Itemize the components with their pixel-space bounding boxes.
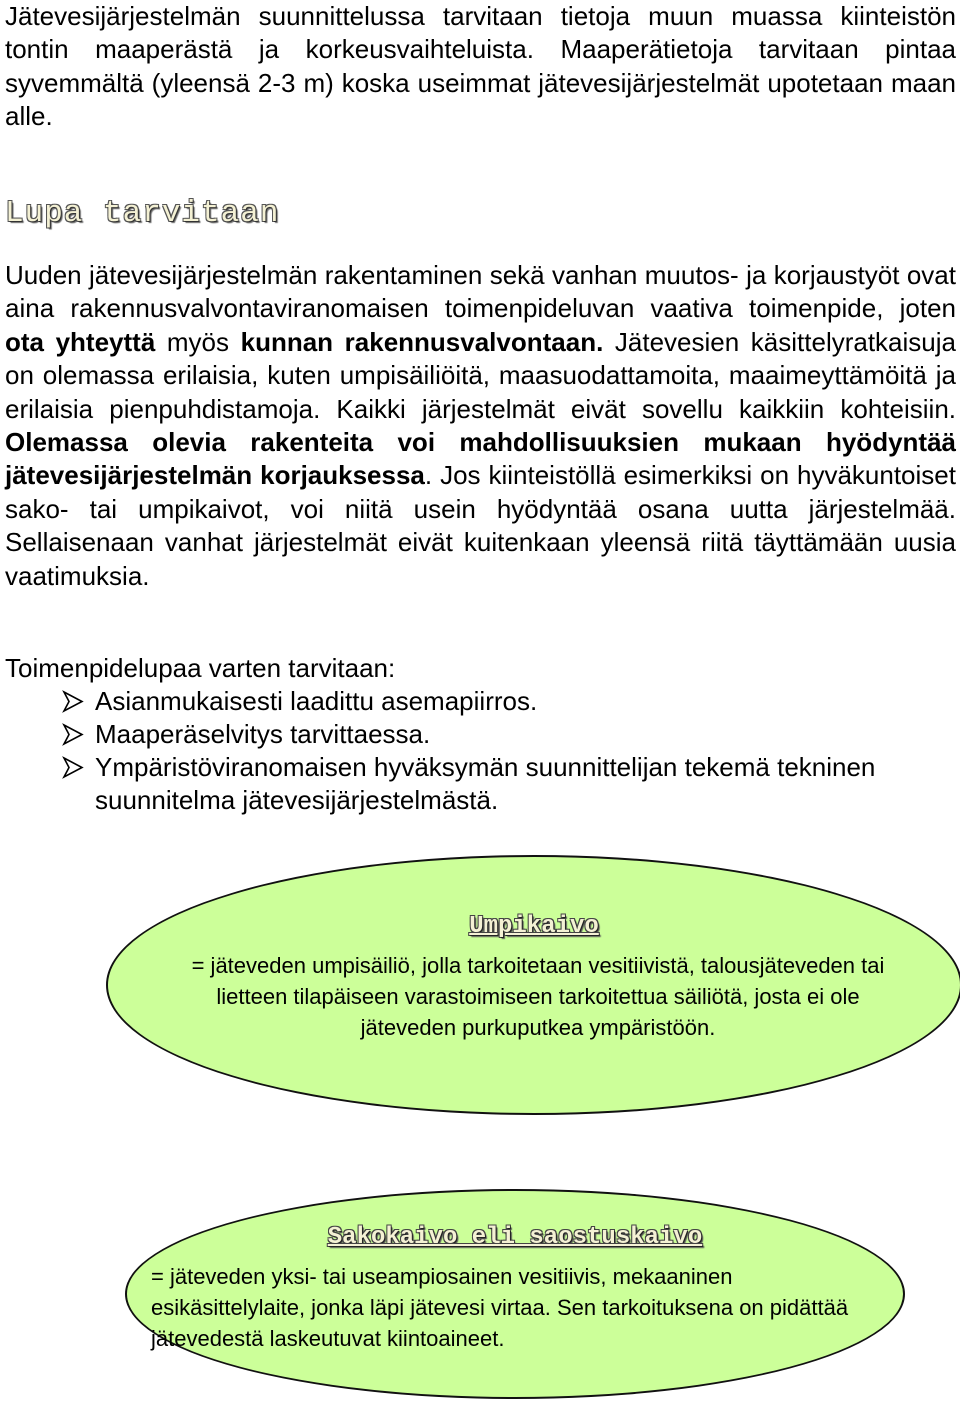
arrowhead-bullet-icon [60,685,88,718]
requirements-list [60,685,940,817]
arrowhead-bullet-icon [60,718,88,751]
list-item [60,751,940,817]
list-item [60,685,940,718]
arrowhead-bullet-icon [60,751,88,784]
definition-title: Sakokaivo eli saostuskaivo [327,1224,703,1251]
body-bold-existing: Olemassa olevia rakenteita voi mahdollisuuksien mukaan hyödyntää jätevesijärjestelmän korjauksessa [5,427,956,491]
definition-ellipse-sakokaivo [125,1189,905,1399]
requirement-text: Asianmukaisesti laadittu asemapiirros. [95,686,538,716]
section-heading: Lupa tarvitaan [5,196,280,231]
definition-text: = jäteveden umpisäiliö, jolla tarkoitetaan vesitiivistä, talousjäteveden tai lietteen tilapäiseen varastoimiseen tarkoitettua säiliötä, josta ei ole jäteveden purkuputkea ympäristöön. [191,953,885,1040]
requirement-text: Maaperäselvitys tarvittaessa. [95,719,431,749]
intro-paragraph: Jätevesijärjestelmän suunnittelussa tarvitaan tietoja muun muassa kiinteistön tontin maaperästä ja korkeusvaihteluista. Maaperätietoja tarvitaan pintaa syvemmältä (yleensä 2-3 m) koska useimmat jätevesijärjestelmät upotetaan maan alle. [5,1,956,132]
list-item [60,718,940,751]
definition-title: Umpikaivo [469,913,599,940]
body-bold-contact: ota yhteyttä [5,326,156,357]
requirements-title: Toimenpidelupaa varten tarvitaan: [5,653,396,683]
body-text-1: Uuden jätevesijärjestelmän rakentaminen sekä vanhan muutos- ja korjaustyöt ovat aina rakennusvalvontaviranomaisen toimenpideluvan vaativa toimenpide, joten [5,260,956,324]
body-text-2: myös [155,326,241,357]
body-text-3: Jätevesien käsittelyratkaisuja on olemassa erilaisia, kuten umpisäiliöitä, maasuodattamoita, maaimeyttämöitä ja erilaisia pienpuhdistamoja. Kaikki järjestelmät eivät sovellu kaikkiin kohteisiin. [5,326,956,424]
body-text-4: . Jos kiinteistöllä esimerkiksi on hyväkuntoiset sako- tai umpikaivot, voi niitä usein hyödyntää osana uutta järjestelmää. Sellaisenaan vanhat järjestelmät eivät kuitenkaan yleensä riitä täyttämään uusia vaatimuksia. [5,460,956,591]
body-paragraph [5,259,956,593]
definition-ellipse-umpikaivo [106,855,960,1115]
definition-text: = jäteveden yksi- tai useampiosainen vesitiivis, mekaaninen esikäsittelylaite, jonka läpi jätevesi virtaa. Sen tarkoituksena on pidättää jätevedestä laskeutuvat kiintoaineet. [151,1264,849,1351]
requirement-text: Ympäristöviranomaisen hyväksymän suunnittelijan tekemä tekninen suunnitelma jätevesijärjestelmästä. [95,752,876,815]
body-bold-authority: kunnan rakennusvalvontaan. [240,326,604,357]
